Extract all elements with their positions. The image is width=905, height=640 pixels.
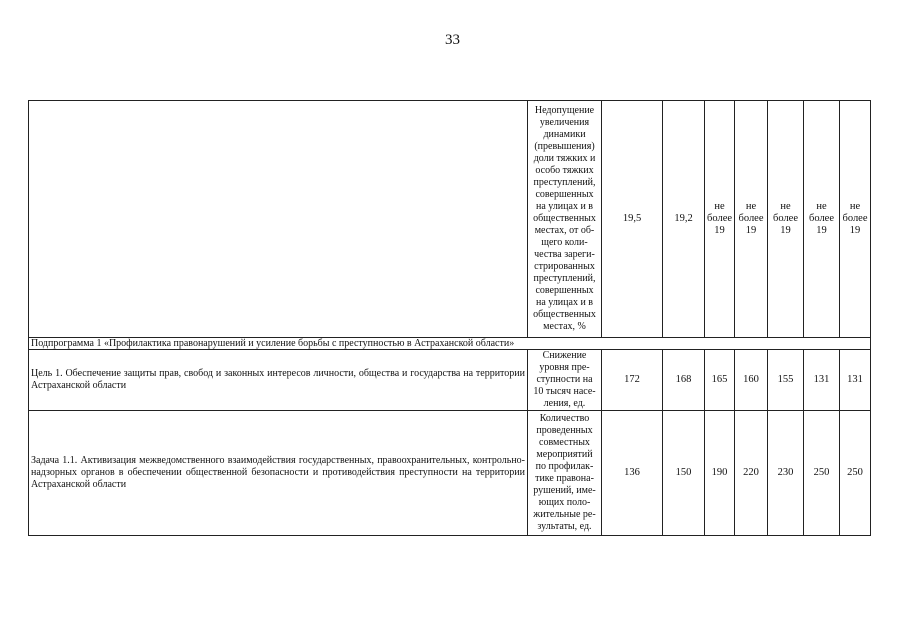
value-cell: 19,2 bbox=[663, 101, 705, 338]
value-cell: не более 19 bbox=[705, 101, 735, 338]
subprogram-title: Подпрограмма 1 «Профилактика правонарушений и усиление борьбы с преступностью в Астраханской области» bbox=[29, 338, 871, 350]
indicator-name: Снижение уровня пре- ступности на 10 тысяч насе- ления, ед. bbox=[528, 350, 602, 411]
table-row bbox=[29, 350, 871, 411]
value-cell: не более 19 bbox=[768, 101, 804, 338]
table-row bbox=[29, 411, 871, 536]
value-cell: не более 19 bbox=[735, 101, 768, 338]
value-cell: 172 bbox=[602, 350, 663, 411]
value-cell: 155 bbox=[768, 350, 804, 411]
page-number: 33 bbox=[445, 32, 460, 48]
value-cell: 160 bbox=[735, 350, 768, 411]
value-cell: 131 bbox=[804, 350, 840, 411]
value-cell: 136 bbox=[602, 411, 663, 536]
value-cell: 19,5 bbox=[602, 101, 663, 338]
value-cell: 250 bbox=[840, 411, 871, 536]
value-cell: 131 bbox=[840, 350, 871, 411]
indicator-name: Недопущение увеличения динамики (превышения) доли тяжких и особо тяжких преступлений, совершенных на улицах и в общественных местах, от об- щего коли- чества зареги- стрированных преступлений, совершенных на улицах и в общественных местах, % bbox=[528, 101, 602, 338]
value-cell: 165 bbox=[705, 350, 735, 411]
value-cell: 150 bbox=[663, 411, 705, 536]
table-row bbox=[29, 101, 871, 338]
value-cell: 190 bbox=[705, 411, 735, 536]
value-cell: не более 19 bbox=[840, 101, 871, 338]
value-cell: 250 bbox=[804, 411, 840, 536]
value-cell: не более 19 bbox=[804, 101, 840, 338]
indicator-table bbox=[28, 100, 871, 536]
row-description: Цель 1. Обеспечение защиты прав, свобод и законных интересов личности, общества и государства на территории Астраханской области bbox=[29, 350, 528, 411]
value-cell: 168 bbox=[663, 350, 705, 411]
value-cell: 220 bbox=[735, 411, 768, 536]
indicator-name: Количество проведенных совместных мероприятий по профилак- тике правона- рушений, име- ющих поло- жительные ре- зультаты, ед. bbox=[528, 411, 602, 536]
value-cell: 230 bbox=[768, 411, 804, 536]
subprogram-row bbox=[29, 338, 871, 350]
row-description bbox=[29, 101, 528, 338]
row-description: Задача 1.1. Активизация межведомственного взаимодействия государственных, правоохранительных, контрольно-надзорных органов в обеспечении общественной безопасности и противодействия преступности на территории Астраханской области bbox=[29, 411, 528, 536]
